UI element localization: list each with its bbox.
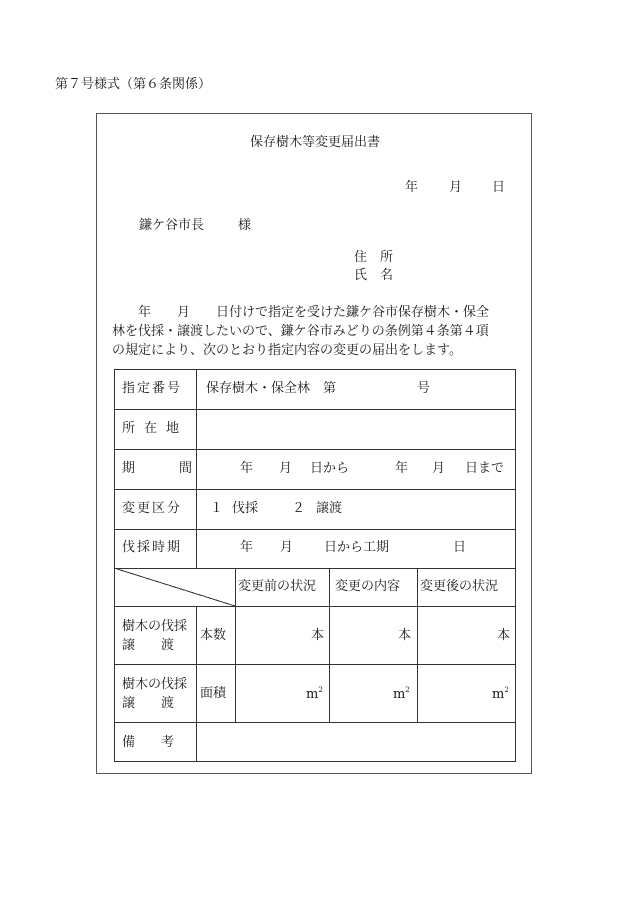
- area-row-label-line1: 樹木の伐採: [122, 677, 188, 692]
- change-option2-number: ２: [292, 501, 306, 516]
- form-number-label: 第７号様式（第６条関係）: [55, 77, 212, 92]
- status-header-before: 変更前の状況: [238, 579, 317, 594]
- area-unit-before: [306, 688, 323, 701]
- area-unit-text: m: [393, 687, 406, 702]
- status-header-after: 変更後の状況: [420, 579, 499, 594]
- area-unit-text: m: [492, 687, 505, 702]
- applicant-address-label: 住 所: [354, 250, 394, 265]
- period-month2: 月: [432, 461, 446, 476]
- period-label: [122, 462, 192, 475]
- area-unit-superscript: 2: [405, 686, 410, 694]
- designation-suffix: 号: [417, 381, 431, 396]
- addressee-name: 鎌ケ谷市長: [139, 218, 205, 233]
- change-option1-label: 伐採: [232, 501, 259, 516]
- area-unit-after: [492, 688, 509, 701]
- change-option2-label: 譲渡: [316, 501, 343, 516]
- period-day2: 日まで: [465, 461, 505, 476]
- date-day-label: 日: [492, 180, 506, 195]
- area-unit-change: [393, 688, 410, 701]
- count-row-label-line2: 譲 渡: [122, 638, 175, 653]
- area-unit-superscript: 2: [504, 686, 509, 694]
- count-unit-after: 本: [497, 628, 511, 643]
- diagonal-line: [114, 568, 235, 606]
- remarks-label: 備 考: [122, 735, 175, 750]
- document-title: 保存樹木等変更届出書: [249, 135, 380, 150]
- body-line: 年 月 日付けで指定を受けた鎌ケ谷市保存樹木・保全: [112, 305, 490, 320]
- area-row-sub-label: 面積: [200, 686, 227, 701]
- status-header-change: 変更の内容: [335, 579, 401, 594]
- period-year1: 年: [240, 461, 254, 476]
- count-unit-before: 本: [311, 628, 325, 643]
- cutting-time-label: 伐採時期: [122, 540, 183, 555]
- period-label-char: 期: [122, 461, 136, 476]
- period-month1: 月: [279, 461, 293, 476]
- area-unit-text: m: [306, 687, 319, 702]
- designation-label: 指定番号: [122, 381, 183, 396]
- count-row-label-line1: 樹木の伐採: [122, 619, 188, 634]
- body-line: 林を伐採・譲渡したいので、鎌ケ谷市みどりの条例第４条第４項: [112, 324, 489, 339]
- period-year2: 年: [395, 461, 409, 476]
- date-year-label: 年: [405, 180, 419, 195]
- cutting-end-day: 日: [453, 540, 467, 555]
- designation-prefix: 保存樹木・保全林 第: [206, 381, 337, 396]
- period-day1: 日から: [310, 461, 350, 476]
- location-label: 所在地: [122, 421, 189, 436]
- change-type-label: 変更区分: [122, 501, 183, 516]
- cutting-month: 月: [280, 540, 294, 555]
- form-table: [114, 369, 516, 762]
- area-row-label-line2: 譲 渡: [122, 696, 175, 711]
- applicant-name-label: 氏 名: [354, 268, 394, 283]
- count-row-sub-label: 本数: [200, 628, 227, 643]
- change-option1-number: １: [210, 501, 224, 516]
- period-label-char: 間: [179, 461, 193, 476]
- date-month-label: 月: [449, 180, 463, 195]
- cutting-year: 年: [240, 540, 254, 555]
- cutting-day-from: 日から工期: [324, 540, 390, 555]
- addressee-honorific: 様: [238, 218, 252, 233]
- count-unit-change: 本: [398, 628, 412, 643]
- body-line: の規定により、次のとおり指定内容の変更の届出をします。: [112, 343, 462, 358]
- area-unit-superscript: 2: [318, 686, 323, 694]
